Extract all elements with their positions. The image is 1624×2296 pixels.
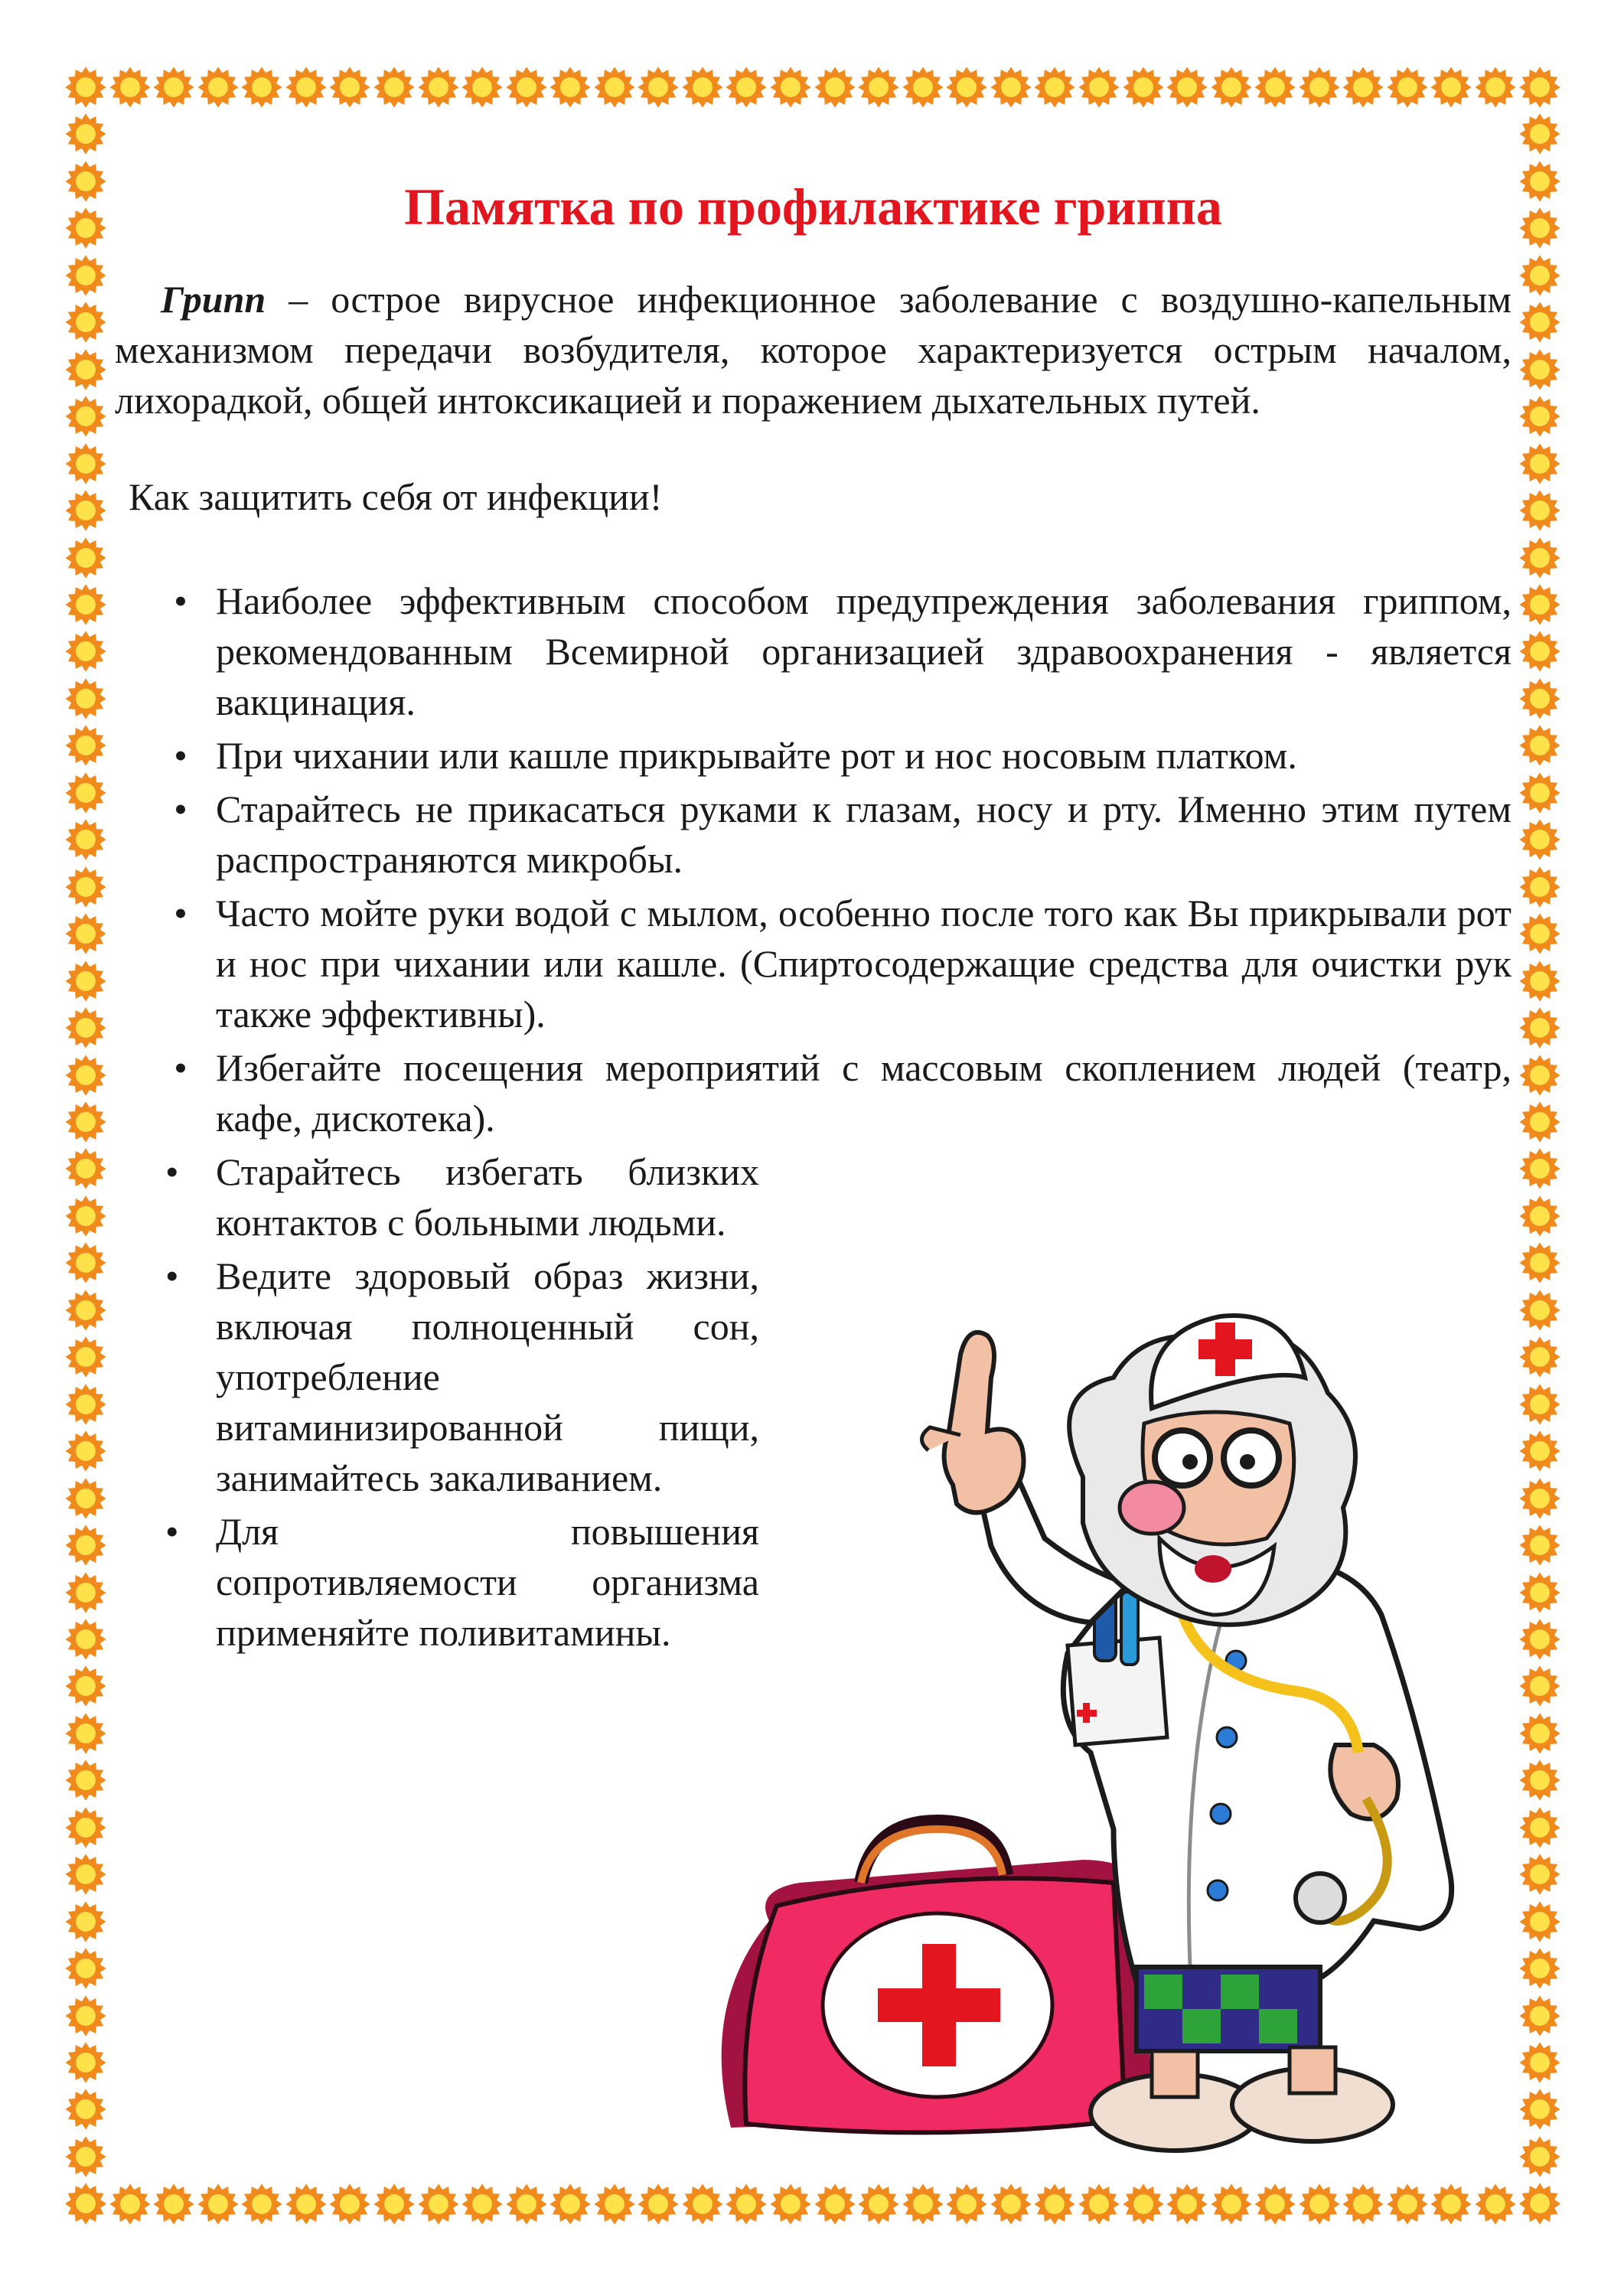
border-right — [1518, 66, 1561, 2226]
sun-icon — [64, 1289, 107, 1332]
bullet-icon: • — [165, 1254, 179, 1297]
sun-icon — [1518, 1430, 1561, 1473]
sun-icon — [1298, 66, 1341, 109]
sun-icon — [64, 536, 107, 579]
tip-text: Наиболее эффективным способом предупреждения заболевания гриппом, рекомендованным Всемирной организацией здравоохранения - является вакцинация. — [216, 579, 1511, 723]
sun-icon — [1474, 66, 1517, 109]
sun-icon — [1518, 489, 1561, 532]
medical-bag-icon — [722, 1821, 1152, 2132]
sun-icon — [1518, 1477, 1561, 1520]
sun-icon — [1078, 2183, 1120, 2226]
tip-text: Старайтесь избегать близких контактов с больными людьми. — [216, 1150, 759, 1244]
sun-icon — [902, 66, 944, 109]
sun-icon — [1518, 1900, 1561, 1943]
sun-icon — [1518, 1994, 1561, 2037]
sun-icon — [1518, 160, 1561, 203]
sun-icon — [1518, 866, 1561, 908]
sun-icon — [1166, 2183, 1208, 2226]
sun-icon — [64, 395, 107, 438]
sun-icon — [1518, 2182, 1561, 2225]
sun-icon — [637, 66, 680, 109]
sun-icon — [240, 66, 283, 109]
tip-item — [115, 1146, 759, 1247]
sun-icon — [1518, 1853, 1561, 1896]
doctor-head — [1069, 1316, 1355, 1625]
sun-icon — [725, 66, 768, 109]
sun-icon — [1518, 1195, 1561, 1238]
sun-icon — [1386, 2183, 1429, 2226]
sun-icon — [593, 66, 636, 109]
tip-item — [115, 1506, 759, 1658]
sun-icon — [64, 1195, 107, 1238]
sun-icon — [64, 771, 107, 814]
sun-icon — [1518, 1101, 1561, 1143]
sun-icon — [152, 2183, 195, 2226]
sun-icon — [1518, 1147, 1561, 1190]
sun-icon — [1518, 536, 1561, 579]
sun-icon — [1518, 1947, 1561, 1990]
tip-item — [115, 576, 1511, 727]
bullet-icon: • — [174, 1046, 188, 1089]
sun-icon — [1518, 1006, 1561, 1049]
sun-icon — [64, 301, 107, 344]
sun-icon — [1518, 1618, 1561, 1661]
sun-icon — [549, 66, 592, 109]
tip-item — [115, 784, 1511, 885]
sun-icon — [64, 1900, 107, 1943]
sun-icon — [64, 254, 107, 297]
sun-icon — [1518, 912, 1561, 955]
sun-icon — [945, 2183, 988, 2226]
sun-icon — [1210, 2183, 1253, 2226]
sun-icon — [1166, 66, 1208, 109]
sun-icon — [1518, 66, 1561, 109]
sun-icon — [64, 1383, 107, 1426]
sun-icon — [1210, 66, 1253, 109]
sun-icon — [64, 1618, 107, 1661]
sun-icon — [549, 2183, 592, 2226]
sun-icon — [1078, 66, 1120, 109]
sun-icon — [417, 66, 460, 109]
sun-icon — [64, 677, 107, 720]
sun-icon — [64, 113, 107, 155]
sun-icon — [1342, 2183, 1384, 2226]
sun-icon — [990, 2183, 1032, 2226]
sun-icon — [945, 66, 988, 109]
sun-icon — [64, 1571, 107, 1614]
intro-text: – острое вирусное инфекционное заболевание с воздушно-капельным механизмом передачи возбудителя, которое характеризуется острым началом, лихорадкой, общей интоксикацией и поражением дыхательных путей. — [115, 278, 1511, 422]
sun-icon — [64, 1054, 107, 1097]
sun-icon — [1518, 1712, 1561, 1755]
sun-icon — [1518, 1241, 1561, 1284]
tip-item — [115, 888, 1511, 1039]
sun-icon — [1518, 113, 1561, 155]
border-bottom — [64, 2183, 1561, 2226]
sun-icon — [593, 2183, 636, 2226]
sun-icon — [417, 2183, 460, 2226]
sun-icon — [725, 2183, 768, 2226]
sun-icon — [285, 66, 328, 109]
sun-icon — [769, 66, 812, 109]
sun-icon — [1386, 66, 1429, 109]
sun-icon — [1254, 66, 1296, 109]
sun-icon — [1342, 66, 1384, 109]
sun-icon — [1518, 2041, 1561, 2084]
sun-icon — [64, 1806, 107, 1849]
sun-icon — [1518, 724, 1561, 767]
sun-icon — [64, 66, 107, 109]
sun-icon — [637, 2183, 680, 2226]
sun-icon — [1518, 2135, 1561, 2178]
sun-icon — [1518, 348, 1561, 391]
bullet-icon: • — [165, 1150, 179, 1193]
sun-icon — [1430, 66, 1472, 109]
sun-icon — [1518, 1759, 1561, 1802]
sun-icon — [64, 1947, 107, 1990]
doctor-illustration — [685, 1293, 1519, 2158]
sun-icon — [64, 1006, 107, 1049]
sun-icon — [1518, 2088, 1561, 2131]
tip-text: Старайтесь не прикасаться руками к глазам, носу и рту. Именно этим путем распространяются микробы. — [216, 788, 1511, 881]
tip-text: Часто мойте руки водой с мылом, особенно после того как Вы прикрывали рот и нос при чихании или кашле. (Спиртосодержащие средства для очистки рук также эффективны). — [216, 892, 1511, 1035]
sun-icon — [109, 66, 152, 109]
sun-icon — [814, 66, 856, 109]
sun-icon — [64, 866, 107, 908]
sun-icon — [1518, 1054, 1561, 1097]
sun-icon — [1518, 207, 1561, 249]
bullet-icon: • — [174, 579, 188, 622]
tip-text: Избегайте посещения мероприятий с массовым скоплением людей (театр, кафе, дискотека). — [216, 1046, 1511, 1140]
sun-icon — [373, 2183, 416, 2226]
sun-icon — [64, 1477, 107, 1520]
sun-icon — [64, 630, 107, 673]
sun-icon — [64, 1665, 107, 1707]
sun-icon — [1122, 2183, 1165, 2226]
sun-icon — [64, 1853, 107, 1896]
sun-icon — [1518, 771, 1561, 814]
sun-icon — [373, 66, 416, 109]
sun-icon — [64, 1430, 107, 1473]
sun-icon — [1518, 395, 1561, 438]
border-left — [64, 66, 107, 2226]
sun-icon — [461, 66, 504, 109]
sun-icon — [64, 1994, 107, 2037]
sun-icon — [1518, 254, 1561, 297]
bullet-icon: • — [165, 1510, 179, 1553]
sun-icon — [64, 2088, 107, 2131]
border-top — [64, 66, 1561, 109]
sun-icon — [64, 442, 107, 485]
sun-icon — [1033, 2183, 1076, 2226]
sun-icon — [769, 2183, 812, 2226]
sun-icon — [1518, 1665, 1561, 1707]
tip-item — [115, 1251, 759, 1503]
page-title: Памятка по профилактике гриппа — [404, 178, 1222, 236]
sun-icon — [64, 724, 107, 767]
sun-icon — [152, 66, 195, 109]
sun-icon — [1518, 1806, 1561, 1849]
sun-icon — [857, 66, 900, 109]
sun-icon — [505, 66, 548, 109]
sun-icon — [64, 2182, 107, 2225]
sun-icon — [1430, 2183, 1472, 2226]
sun-icon — [681, 2183, 724, 2226]
sun-icon — [1518, 818, 1561, 861]
sun-icon — [109, 2183, 152, 2226]
sun-icon — [240, 2183, 283, 2226]
sun-icon — [1254, 2183, 1296, 2226]
tip-item — [115, 1042, 1511, 1143]
sun-icon — [1518, 1524, 1561, 1567]
tip-text: Для повышения сопротивляемости организма применяйте поливитамины. — [216, 1510, 759, 1654]
sun-icon — [64, 1336, 107, 1378]
sun-icon — [1518, 960, 1561, 1003]
sun-icon — [64, 1712, 107, 1755]
tip-item — [115, 730, 1511, 781]
sun-icon — [64, 2135, 107, 2178]
sun-icon — [64, 489, 107, 532]
sun-icon — [328, 66, 371, 109]
sun-icon — [1518, 1571, 1561, 1614]
sun-icon — [64, 348, 107, 391]
sun-icon — [814, 2183, 856, 2226]
sun-icon — [461, 2183, 504, 2226]
sun-icon — [1518, 442, 1561, 485]
intro-term: Грипп — [161, 278, 266, 321]
sun-icon — [1033, 66, 1076, 109]
sun-icon — [285, 2183, 328, 2226]
sun-icon — [1298, 2183, 1341, 2226]
sun-icon — [681, 66, 724, 109]
sun-icon — [1518, 630, 1561, 673]
sun-icon — [990, 66, 1032, 109]
sun-icon — [1518, 1289, 1561, 1332]
sun-icon — [1122, 66, 1165, 109]
sun-icon — [197, 2183, 240, 2226]
sun-icon — [1518, 1336, 1561, 1378]
sun-icon — [64, 583, 107, 626]
sun-icon — [64, 912, 107, 955]
sun-icon — [1518, 1383, 1561, 1426]
sun-icon — [64, 818, 107, 861]
sun-icon — [64, 1524, 107, 1567]
bullet-icon: • — [174, 788, 188, 830]
sun-icon — [64, 1241, 107, 1284]
sun-icon — [1518, 677, 1561, 720]
sun-icon — [64, 207, 107, 249]
tip-text: При чихании или кашле прикрывайте рот и нос носовым платком. — [216, 734, 1297, 777]
bullet-icon: • — [174, 892, 188, 934]
sun-icon — [902, 2183, 944, 2226]
sun-icon — [64, 1101, 107, 1143]
sun-icon — [64, 1759, 107, 1802]
sun-icon — [64, 1147, 107, 1190]
sun-icon — [64, 160, 107, 203]
sun-icon — [857, 2183, 900, 2226]
sun-icon — [1518, 583, 1561, 626]
sun-icon — [505, 2183, 548, 2226]
bullet-icon: • — [174, 734, 188, 777]
sun-icon — [64, 960, 107, 1003]
section-subheading: Как защитить себя от инфекции! — [129, 475, 663, 518]
sun-icon — [1518, 301, 1561, 344]
sun-icon — [1474, 2183, 1517, 2226]
intro-paragraph — [115, 274, 1511, 426]
sun-icon — [328, 2183, 371, 2226]
sun-icon — [64, 2041, 107, 2084]
sun-icon — [197, 66, 240, 109]
tip-text: Ведите здоровый образ жизни, включая полноценный сон, употребление витаминизированной пищи, занимайтесь закаливанием. — [216, 1254, 759, 1499]
